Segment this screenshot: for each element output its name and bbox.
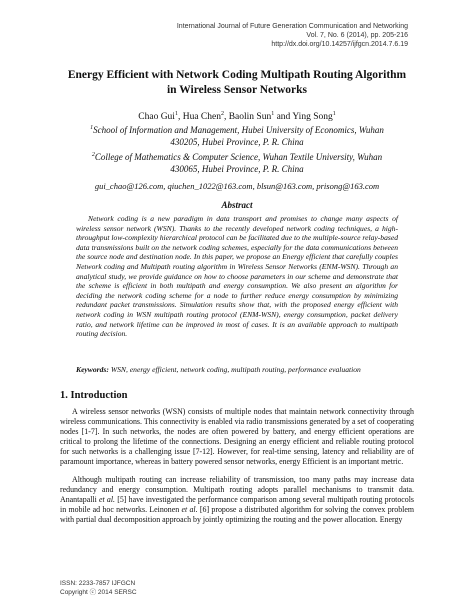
affiliation-1-line-2: 430205, Hubei Province, P. R. China <box>170 136 304 147</box>
paper-title <box>60 68 414 98</box>
author-conjunction: and <box>276 112 291 122</box>
affiliation-mark: 2 <box>91 152 95 158</box>
affiliation-2-line-2: 430065, Hubei Province, P. R. China <box>170 163 304 174</box>
abstract-text: Network coding is a new paradigm in data transport and promises to change many aspects of wireless sensor network (WSN). Thanks to the recently developed network coding techniques, a high-throughput low-complexity hierarchical protocol can be facilitated due to the multiple-source relay-based data transmissions built on the network coding schemes, especially for the data communications between the source node and destination node. In this paper, we propose an Energy efficient that carefully couples Network coding and Multipath routing algorithm in Wireless Sensor Networks (ENM-WSN). Through an analytical study, we provide guidance on how to choose parameters in our scheme and demonstrate that the scheme is efficient in both multipath and energy consumption. We also present an algorithm for deciding the network coding scheme for a node to further reduce energy consumption by minimizing redundant packet transmissions. Simulation results show that, with the proposed energy efficient with network coding in WSN multipath routing protocol (ENM-WSN), energy consumption, packet delivery ratio, and network lifetime can be improved in most of cases. It is an available approach to multipath routing decision. <box>76 214 398 339</box>
affiliation-1 <box>66 125 408 148</box>
journal-doi[interactable]: http://dx.doi.org/10.14257/ijfgcn.2014.7.6.19 <box>271 41 408 48</box>
paper-title-line-2: in Wireless Sensor Networks <box>166 84 308 96</box>
affiliation-mark: 1 <box>90 125 94 131</box>
footer-copyright: Copyright ⓒ 2014 SERSC <box>60 588 137 596</box>
paragraph-text: [6] propose a distributed algorithm for solving the convex problem with partial dual decomposition approach by jointly optimizing the routing and the power allocation. Energy <box>60 504 414 524</box>
author-affiliation-mark: 1 <box>174 110 178 117</box>
keywords-label: Keywords: <box>76 365 109 374</box>
journal-name: International Journal of Future Generation Communication and Networking <box>176 23 408 30</box>
author-name: Chao Gui <box>138 112 175 122</box>
author-name: Ying Song <box>292 112 333 122</box>
paragraph-text: Although multipath routing can increase reliability of transmission, too many paths may increase data redundancy and energy consumption. Multipath routing adopts parallel mechanisms to transmit data. Anantapalli <box>60 475 414 504</box>
abstract-heading: Abstract <box>221 200 253 210</box>
author-affiliation-mark: 2 <box>220 110 224 117</box>
journal-header <box>88 22 408 49</box>
paragraph-text: [5] have investigated the performance comparison among several multipath routing protocols in mobile ad hoc networks. Leinonen <box>60 494 414 514</box>
paper-title-line-1: Energy Efficient with Network Coding Multipath Routing Algorithm <box>67 69 407 81</box>
et-al: et al. <box>99 494 116 504</box>
section-title: 1. Introduction <box>60 390 128 401</box>
affiliation-2-line-1: College of Mathematics & Computer Science, Wuhan Textile University, Wuhan <box>94 152 383 162</box>
footer-issn: ISSN: 2233-7857 IJFGCN <box>60 580 136 587</box>
author-emails: gui_chao@126.com, qiuchen_1022@163.com, blsun@163.com, prisong@163.com <box>94 181 380 191</box>
author-affiliation-mark: 1 <box>332 110 336 117</box>
author-affiliation-mark: 1 <box>271 110 275 117</box>
author-name: Hua Chen <box>182 112 221 122</box>
page-footer <box>60 580 137 597</box>
author-name: Baolin Sun <box>228 112 272 122</box>
body-paragraph-2 <box>60 475 414 525</box>
keywords <box>76 365 398 375</box>
journal-volume: Vol. 7, No. 6 (2014), pp. 205-216 <box>306 32 408 39</box>
affiliation-2 <box>66 152 408 175</box>
et-al: et al. <box>181 504 198 514</box>
affiliation-1-line-1: School of Information and Management, Hubei University of Economics, Wuhan <box>93 125 384 135</box>
keywords-text: WSN, energy efficient, network coding, multipath routing, performance evaluation <box>110 365 361 374</box>
body-paragraph-1: A wireless sensor networks (WSN) consists of multiple nodes that maintain network connectivity through wireless communications. This connectivity is enabled via radio transmissions generated by a set of cooperating nodes [1-7]. In such networks, the nodes are often powered by battery, and energy efficient operations are critical to prolong the lifetime of the connections. Designing an energy efficient and reliable routing protocol for such networks is a challenging issue [7-12]. However, for real-time sensing, latency and reliability are of paramount importance, whereas in battery powered sensor networks, energy Efficient is an important metric. <box>60 407 414 466</box>
author-list: Chao Gui$^1$, Hua Chen$^2$, Baolin Sun$^1$ and Ying Song$^1$ <box>138 110 336 122</box>
